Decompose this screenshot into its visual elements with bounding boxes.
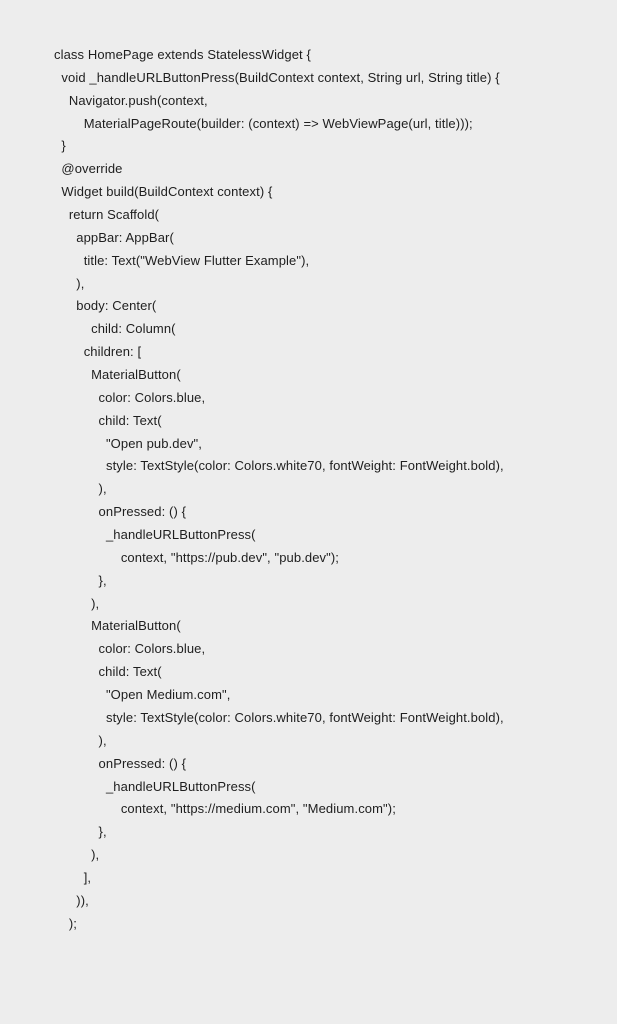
code-line: ), — [54, 481, 107, 497]
code-line: void _handleURLButtonPress(BuildContext context, String url, String title) { — [54, 69, 500, 85]
code-line: ), — [54, 595, 100, 611]
code-line: MaterialButton( — [54, 367, 181, 383]
code-line: "Open pub.dev", — [54, 435, 202, 451]
code-line: ); — [54, 915, 77, 931]
code-line: ), — [54, 275, 85, 291]
code-line: color: Colors.blue, — [54, 389, 206, 405]
code-line: Navigator.push(context, — [54, 92, 208, 108]
code-line: MaterialPageRoute(builder: (context) => WebViewPage(url, title))); — [54, 115, 473, 131]
code-line: context, "https://pub.dev", "pub.dev"); — [54, 549, 340, 565]
code-line: ), — [54, 847, 100, 863]
code-line: "Open Medium.com", — [54, 687, 231, 703]
code-line: onPressed: () { — [54, 504, 187, 520]
code-line: Widget build(BuildContext context) { — [54, 184, 273, 200]
code-line: MaterialButton( — [54, 618, 181, 634]
code-line: title: Text("WebView Flutter Example"), — [54, 252, 310, 268]
code-line: color: Colors.blue, — [54, 641, 206, 657]
code-line: style: TextStyle(color: Colors.white70, fontWeight: FontWeight.bold), — [54, 458, 504, 474]
code-line: } — [54, 138, 66, 154]
code-snippet — [54, 44, 504, 936]
code-line: child: Text( — [54, 664, 162, 680]
code-line: )), — [54, 892, 89, 908]
code-line: context, "https://medium.com", "Medium.com"); — [54, 801, 396, 817]
code-line: _handleURLButtonPress( — [54, 527, 256, 543]
code-line: class HomePage extends StatelessWidget { — [54, 47, 311, 62]
code-line: }, — [54, 824, 107, 840]
code-line: appBar: AppBar( — [54, 229, 174, 245]
code-line: return Scaffold( — [54, 207, 160, 223]
code-line: onPressed: () { — [54, 755, 187, 771]
code-line: @override — [54, 161, 123, 177]
code-line: child: Column( — [54, 321, 176, 337]
code-line: style: TextStyle(color: Colors.white70, fontWeight: FontWeight.bold), — [54, 709, 504, 725]
code-line: ), — [54, 732, 107, 748]
code-line: ], — [54, 869, 92, 885]
code-line: children: [ — [54, 344, 142, 360]
code-line: _handleURLButtonPress( — [54, 778, 256, 794]
code-line: }, — [54, 572, 107, 588]
code-line: body: Center( — [54, 298, 157, 314]
code-line: child: Text( — [54, 412, 162, 428]
